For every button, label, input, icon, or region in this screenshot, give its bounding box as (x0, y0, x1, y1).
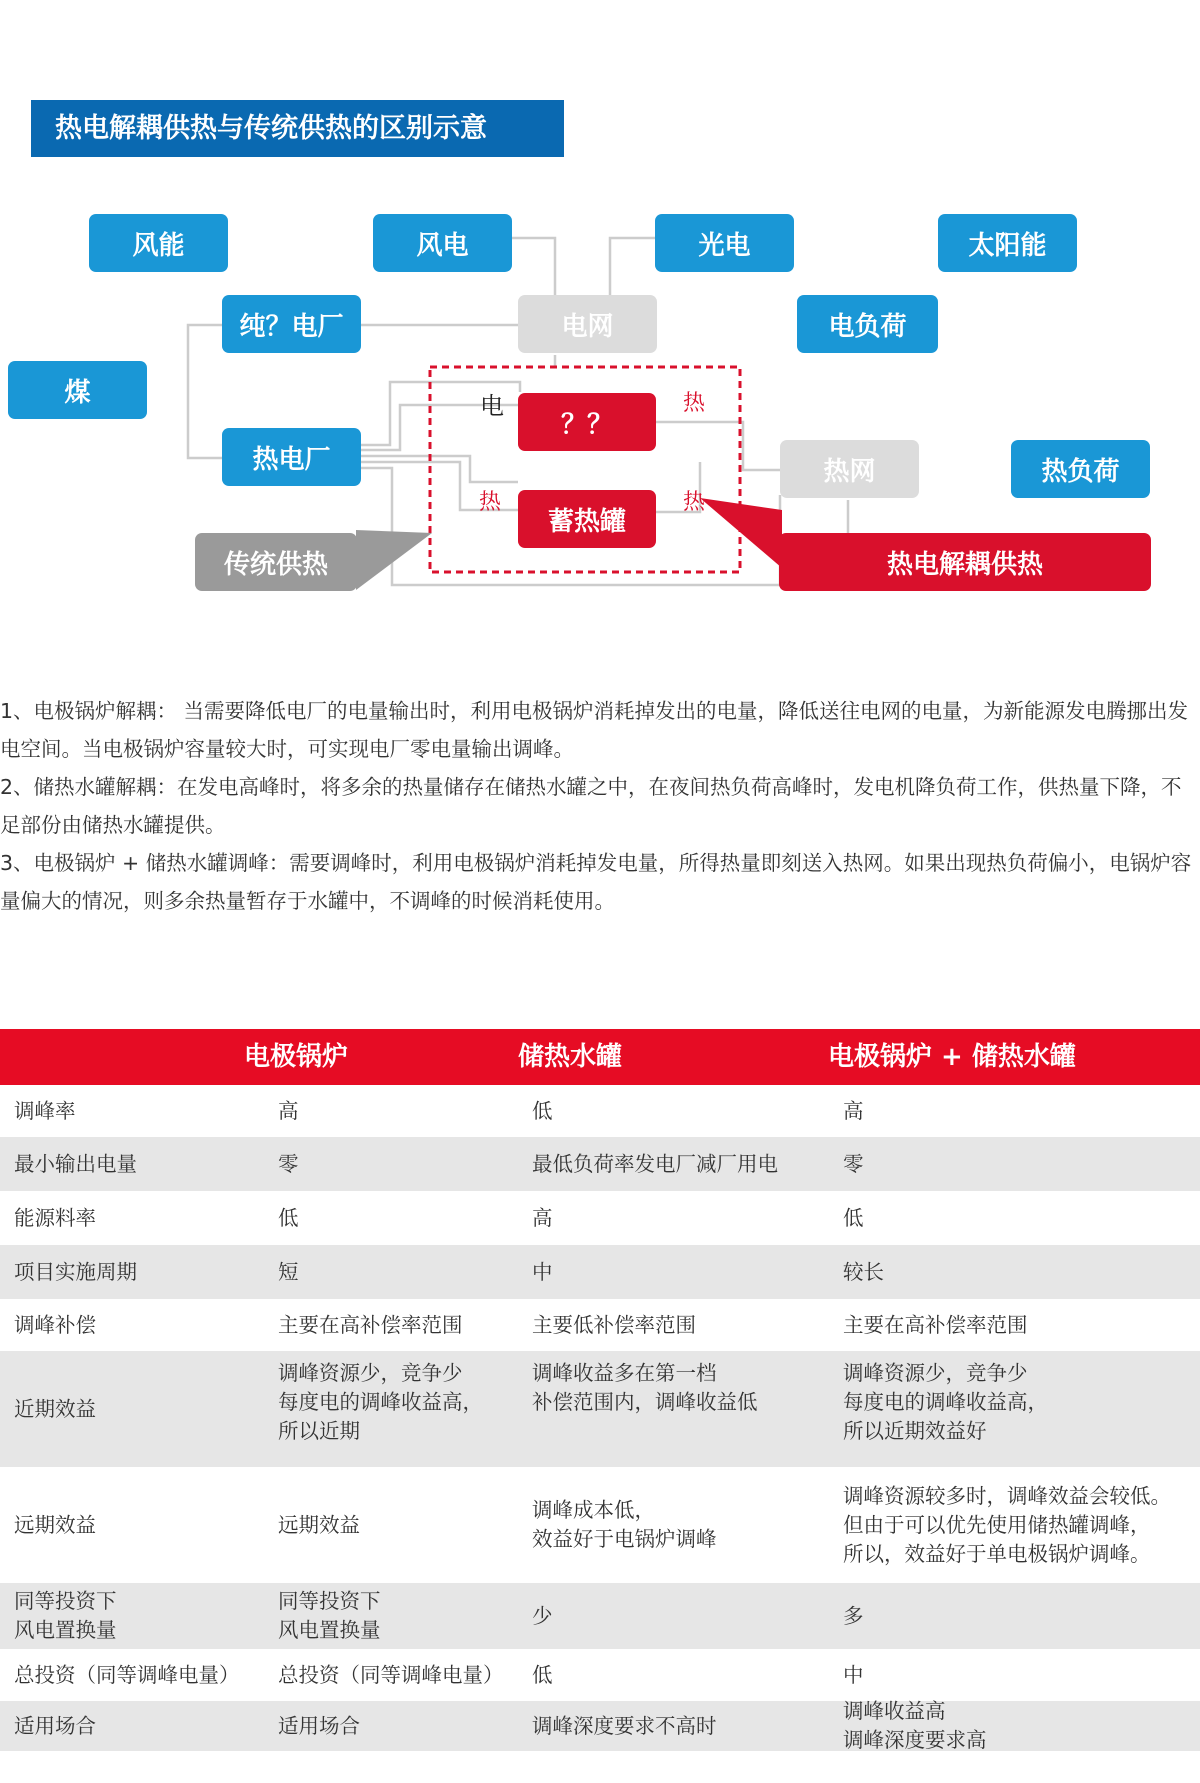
node-heat-net: 热网 (780, 440, 919, 498)
note-2: 2、储热水罐解耦：在发电高峰时，将多余的热量储存在储热水罐之中，在夜间热负荷高峰时，发电机降负荷工作，供热量下降，不足部份由储热水罐提供。 (0, 775, 1182, 837)
table-cell-text: 主要在高补偿率范围 (278, 1312, 463, 1337)
table-cell-text: 最小输出电量 (14, 1151, 137, 1176)
table-cell-text: 调峰深度要求不高时 (532, 1713, 717, 1738)
table-cell (843, 1137, 1200, 1191)
table-cell-text: 近期效益 (14, 1396, 96, 1421)
table-cell-text: 调峰收益多在第一档 补偿范围内，调峰收益低 (532, 1361, 758, 1414)
table-cell-text: 同等投资下 风电置换量 (14, 1589, 117, 1642)
table-cell (843, 1191, 1200, 1245)
table-cell-text: 高 (532, 1205, 553, 1230)
table-cell-text: 高 (843, 1098, 864, 1123)
table-cell (532, 1351, 832, 1467)
table-cell (14, 1085, 264, 1137)
table-cell (14, 1245, 264, 1299)
table-cell-text: 主要低补偿率范围 (532, 1312, 696, 1337)
label-elec: 电 (480, 392, 504, 420)
table-cell-text: 多 (843, 1603, 864, 1628)
header-storage-tank: 储热水罐 (518, 1042, 623, 1072)
table-cell-text: 远期效益 (278, 1512, 360, 1537)
table-cell-text: 适用场合 (14, 1713, 96, 1738)
node-grid: 电网 (518, 295, 657, 353)
table-cell-text: 主要在高补偿率范围 (843, 1312, 1028, 1337)
table-cell-text: 总投资（同等调峰电量） (14, 1662, 240, 1687)
table-cell-text: 调峰资源少，竞争少 每度电的调峰收益高， 所以近期 (278, 1361, 483, 1443)
table-cell (843, 1649, 1200, 1701)
table-cell (843, 1351, 1200, 1467)
page-title: 热电解耦供热与传统供热的区别示意 (31, 100, 564, 157)
table-cell (278, 1649, 528, 1701)
table-row (0, 1701, 1200, 1751)
table-row (0, 1467, 1200, 1583)
table-cell (14, 1137, 264, 1191)
table-row (0, 1649, 1200, 1701)
table-cell-text: 中 (843, 1662, 864, 1687)
table-cell-text: 适用场合 (278, 1713, 360, 1738)
label-heat-3: 热 (683, 490, 706, 515)
table-cell-text: 能源料率 (14, 1205, 96, 1230)
table-cell-text: 低 (843, 1205, 864, 1230)
table-row (0, 1351, 1200, 1467)
table-cell (278, 1701, 528, 1751)
table-cell-text: 调峰资源少，竞争少 每度电的调峰收益高， 所以近期效益好 (843, 1361, 1048, 1443)
table-cell-text: 零 (843, 1151, 864, 1176)
table-cell (843, 1467, 1200, 1583)
node-wind-energy: 风能 (89, 214, 228, 272)
label-heat-2: 热 (479, 490, 502, 515)
table-cell-text: 调峰补偿 (14, 1312, 96, 1337)
table-cell (843, 1701, 1200, 1751)
heating-diagram (0, 200, 1200, 620)
table-row (0, 1085, 1200, 1137)
table-cell (14, 1583, 264, 1649)
node-solar-energy: 太阳能 (938, 214, 1077, 272)
table-cell (843, 1085, 1200, 1137)
table-cell-text: 低 (532, 1662, 553, 1687)
callout-decoupled: 热电解耦供热 (779, 533, 1151, 591)
table-cell (278, 1137, 528, 1191)
table-cell (532, 1299, 832, 1351)
node-solar-power: 光电 (655, 214, 794, 272)
table-cell (843, 1299, 1200, 1351)
table-cell (278, 1467, 528, 1583)
table-row (0, 1299, 1200, 1351)
table-cell (532, 1649, 832, 1701)
table-cell (14, 1467, 264, 1583)
table-cell-text: 调峰资源较多时，调峰效益会较低。 但由于可以优先使用储热罐调峰， 所以，效益好于单电极锅炉调峰。 (843, 1483, 1171, 1566)
table-cell-text: 较长 (843, 1259, 884, 1284)
callout-traditional: 传统供热 (195, 533, 357, 591)
node-heat-load: 热负荷 (1011, 440, 1150, 498)
node-coal: 煤 (8, 361, 147, 419)
table-cell (278, 1583, 528, 1649)
explanation-notes (0, 692, 1200, 920)
table-cell-text: 中 (532, 1259, 553, 1284)
table-cell (278, 1191, 528, 1245)
header-electrode-boiler: 电极锅炉 (244, 1042, 349, 1072)
table-cell (532, 1137, 832, 1191)
label-heat-1: 热 (683, 391, 706, 416)
table-cell (532, 1085, 832, 1137)
table-row (0, 1245, 1200, 1299)
table-cell-text: 远期效益 (14, 1512, 96, 1537)
table-header (0, 1029, 1200, 1085)
table-cell-text: 总投资（同等调峰电量） (278, 1662, 504, 1687)
table-cell-text: 高 (278, 1098, 299, 1123)
table-row (0, 1583, 1200, 1649)
table-cell-text: 调峰成本低， 效益好于电锅炉调峰 (532, 1498, 717, 1551)
table-cell (843, 1583, 1200, 1649)
header-combined: 电极锅炉 + 储热水罐 (828, 1042, 1076, 1072)
table-cell (14, 1299, 264, 1351)
note-3: 3、电极锅炉 + 储热水罐调峰：需要调峰时，利用电极锅炉消耗掉发电量，所得热量即刻送入热网。如果出现热负荷偏小，电锅炉容量偏大的情况，则多余热量暂存于水罐中，不调峰的时候消耗使用。 (0, 851, 1192, 913)
table-cell-text: 调峰率 (14, 1098, 76, 1123)
table-cell (278, 1085, 528, 1137)
table-cell (843, 1245, 1200, 1299)
comparison-table (0, 1029, 1200, 1751)
note-1: 1、电极锅炉解耦： 当需要降低电厂的电量输出时，利用电极锅炉消耗掉发出的电量，降低送往电网的电量，为新能源发电腾挪出发电空间。当电极锅炉容量较大时，可实现电厂零电量输出调峰。 (0, 699, 1189, 761)
node-wind-power: 风电 (373, 214, 512, 272)
table-cell-text: 少 (532, 1603, 553, 1628)
table-cell (14, 1649, 264, 1701)
node-elec-load: 电负荷 (797, 295, 938, 353)
table-row (0, 1191, 1200, 1245)
table-cell-text: 同等投资下 风电置换量 (278, 1589, 381, 1642)
table-cell (278, 1351, 528, 1467)
table-cell (14, 1351, 264, 1467)
node-storage-tank: 蓄热罐 (518, 490, 656, 548)
node-pure-plant: 纯？电厂 (222, 295, 361, 353)
table-cell-text: 低 (532, 1098, 553, 1123)
table-cell (14, 1191, 264, 1245)
table-cell-text: 低 (278, 1205, 299, 1230)
table-cell (278, 1299, 528, 1351)
node-chp-plant: 热电厂 (222, 428, 361, 486)
table-cell (532, 1583, 832, 1649)
table-cell (14, 1701, 264, 1751)
table-cell-text: 最低负荷率发电厂减厂用电 (532, 1151, 778, 1176)
table-cell (532, 1245, 832, 1299)
table-cell (532, 1191, 832, 1245)
table-cell (532, 1467, 832, 1583)
table-cell (278, 1245, 528, 1299)
table-cell-text: 调峰收益高 调峰深度要求高 (843, 1699, 987, 1752)
table-cell (532, 1701, 832, 1751)
node-unknown: ？？ (518, 393, 656, 451)
table-cell-text: 零 (278, 1151, 299, 1176)
table-cell-text: 短 (278, 1259, 299, 1284)
table-cell-text: 项目实施周期 (14, 1259, 137, 1284)
table-row (0, 1137, 1200, 1191)
